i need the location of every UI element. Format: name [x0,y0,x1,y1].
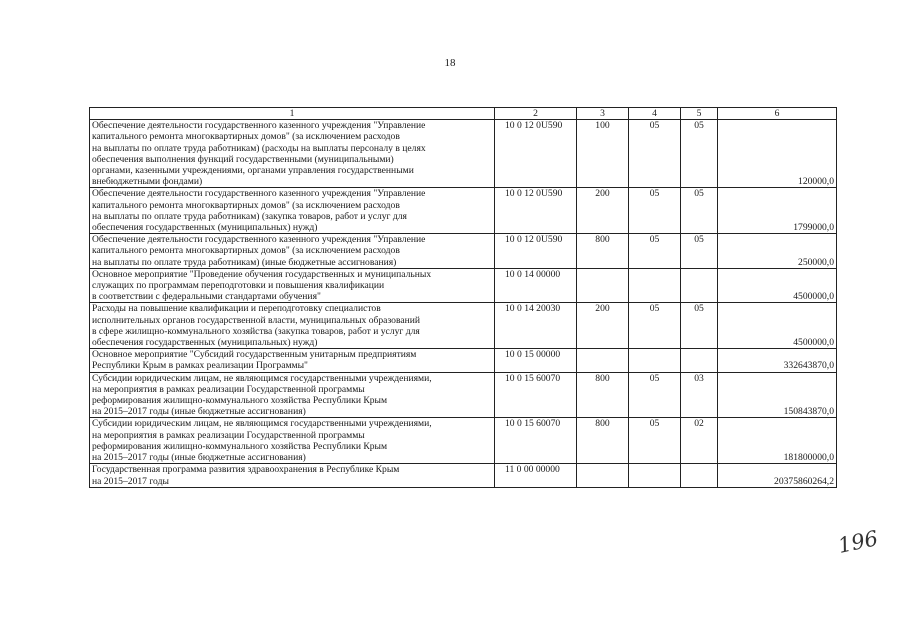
row-description [90,188,495,234]
description-line: в соответствии с федеральными стандартами обучения" [92,291,321,303]
description-line: исполнительных органов государственной власти, муниципальных образований [92,314,421,326]
table-row [90,418,837,464]
subsection-code: 05 [681,234,718,269]
description-line: на выплаты по оплате труда работникам) (расходы на выплаты персоналу в целях [92,142,426,154]
description-line: капитального ремонта многоквартирных домов" (за исключением расходов [92,131,400,143]
description-line: на 2015–2017 годы [92,475,169,487]
description-line: реформирования жилищно-коммунального хозяйства Республики Крым [92,395,388,407]
table-row [90,372,837,418]
description-line: обеспечения выполнения функций государственными (муниципальными) [92,153,394,165]
subsection-code [681,349,718,372]
subsection-code [681,268,718,303]
row-description [90,349,495,372]
table-row [90,303,837,349]
budget-code: 10 0 14 20030 [495,303,577,349]
header-col-4: 4 [629,108,681,120]
budget-code: 10 0 15 00000 [495,349,577,372]
expense-type [577,464,629,487]
header-row [90,108,837,120]
amount: 120000,0 [718,120,837,188]
description-line: Обеспечение деятельности государственного казенного учреждения "Управление [92,188,426,200]
table-row [90,268,837,303]
section-code [629,464,681,487]
description-line: реформирования жилищно-коммунального хозяйства Республики Крым [92,440,388,452]
page-number: 18 [444,57,456,69]
description-line: Государственная программа развития здравоохранения в Республике Крым [92,464,400,476]
description-line: на выплаты по оплате труда работникам) (закупка товаров, работ и услуг для [92,210,407,222]
description-line: на 2015–2017 годы (иные бюджетные ассигнования) [92,406,306,418]
section-code: 05 [629,234,681,269]
section-code [629,268,681,303]
description-line: на выплаты по оплате труда работникам) (иные бюджетные ассигнования) [92,256,397,268]
expense-type: 800 [577,234,629,269]
amount: 20375860264,2 [718,464,837,487]
row-description [90,234,495,269]
description-line: капитального ремонта многоквартирных домов" (за исключением расходов [92,245,400,257]
description-line: в сфере жилищно-коммунального хозяйства (закупка товаров, работ и услуг для [92,325,420,337]
description-line: на 2015–2017 годы (иные бюджетные ассигнования) [92,452,306,464]
description-line: органами, казенными учреждениями, органами управления государственными [92,165,414,177]
description-line: Основное мероприятие "Проведение обучения государственных и муниципальных [92,268,432,280]
description-line: Республики Крым в рамках реализации Программы" [92,360,308,372]
budget-table [89,107,837,488]
description-line: Расходы на повышение квалификации и переподготовку специалистов [92,303,381,315]
row-description [90,120,495,188]
description-line: Основное мероприятие "Субсидий государственным унитарным предприятиям [92,349,417,361]
amount: 4500000,0 [718,268,837,303]
description-line: обеспечения государственных (муниципальных) нужд) [92,222,318,234]
section-code: 05 [629,303,681,349]
description-line: Обеспечение деятельности государственного казенного учреждения "Управление [92,120,426,132]
header-col-6: 6 [718,108,837,120]
budget-table-body [90,108,837,488]
description-line: внебюджетными фондами) [92,176,203,188]
description-line: на мероприятия в рамках реализации Государственной программы [92,429,365,441]
table-row [90,188,837,234]
subsection-code [681,464,718,487]
amount: 332643870,0 [718,349,837,372]
description-line: капитального ремонта многоквартирных домов" (за исключением расходов [92,199,400,211]
subsection-code: 05 [681,120,718,188]
budget-code: 10 0 14 00000 [495,268,577,303]
expense-type: 100 [577,120,629,188]
subsection-code: 03 [681,372,718,418]
header-col-1: 1 [90,108,495,120]
subsection-code: 05 [681,188,718,234]
description-line: обеспечения государственных (муниципальных) нужд) [92,337,318,349]
amount: 1799000,0 [718,188,837,234]
section-code: 05 [629,372,681,418]
budget-code: 11 0 00 00000 [495,464,577,487]
budget-code: 10 0 12 0U590 [495,120,577,188]
table-row [90,234,837,269]
subsection-code: 05 [681,303,718,349]
budget-code: 10 0 15 60070 [495,372,577,418]
expense-type [577,349,629,372]
budget-code: 10 0 12 0U590 [495,234,577,269]
row-description [90,418,495,464]
budget-code: 10 0 15 60070 [495,418,577,464]
expense-type: 200 [577,303,629,349]
section-code: 05 [629,418,681,464]
expense-type: 200 [577,188,629,234]
section-code: 05 [629,120,681,188]
section-code: 05 [629,188,681,234]
header-col-2: 2 [495,108,577,120]
handwritten-page-mark: 196 [835,526,881,558]
header-col-3: 3 [577,108,629,120]
description-line: Субсидии юридическим лицам, не являющимся государственными учреждениями, [92,372,432,384]
budget-code: 10 0 12 0U590 [495,188,577,234]
row-description [90,303,495,349]
row-description [90,268,495,303]
amount: 250000,0 [718,234,837,269]
row-description [90,372,495,418]
table-row [90,349,837,372]
subsection-code: 02 [681,418,718,464]
description-line: Обеспечение деятельности государственного казенного учреждения "Управление [92,234,426,246]
expense-type: 800 [577,418,629,464]
description-line: Субсидии юридическим лицам, не являющимся государственными учреждениями, [92,418,432,430]
section-code [629,349,681,372]
row-description [90,464,495,487]
description-line: на мероприятия в рамках реализации Государственной программы [92,383,365,395]
table-row [90,464,837,487]
amount: 4500000,0 [718,303,837,349]
header-col-5: 5 [681,108,718,120]
amount: 181800000,0 [718,418,837,464]
description-line: служащих по программам переподготовки и повышения квалификации [92,280,385,292]
expense-type: 800 [577,372,629,418]
amount: 150843870,0 [718,372,837,418]
expense-type [577,268,629,303]
table-row [90,120,837,188]
